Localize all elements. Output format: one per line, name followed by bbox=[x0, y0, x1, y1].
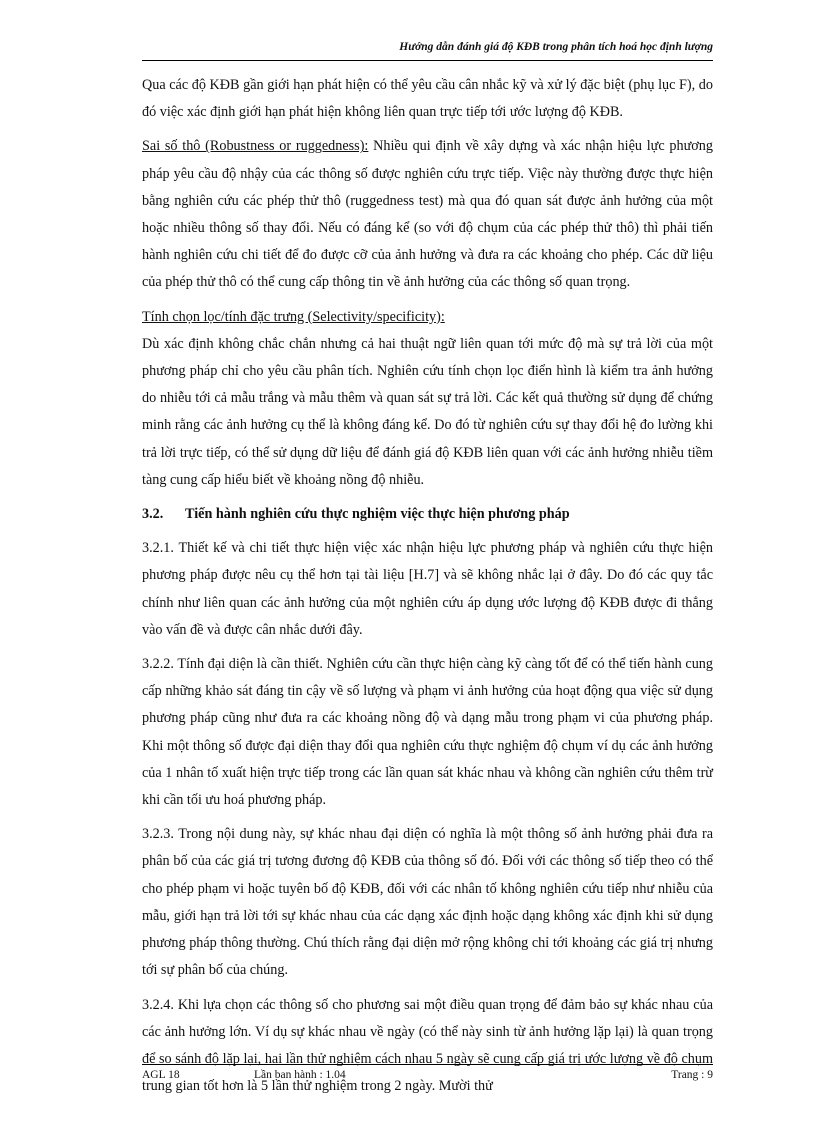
paragraph-3-2-3: 3.2.3. Trong nội dung này, sự khác nhau đại diện có nghĩa là một thông số ảnh hưởng phải đưa ra phân bố của các giá trị tương đương độ KĐB của thông số đó. Đối với các thông số tiếp theo có thể cho phép phạm vi hoặc tuyên bố độ KĐB, đối với các nhân tố không nghiên cứu tiếp như nhiễu của mẫu, giới hạn trả lời tới sự khác nhau của các dạng xác định hoặc dạng không xác định khi sử dụng phương pháp thông thường. Chú thích rằng đại diện mở rộng không chỉ tới khoảng các giá trị nhưng tới sự phân bố của chúng. bbox=[142, 826, 713, 979]
robustness-paragraph bbox=[142, 133, 713, 296]
robustness-text: Nhiều qui định về xây dựng và xác nhận hiệu lực phương pháp yêu cầu độ nhậy của các thông số được nghiên cứu trực tiếp. Việc này thường được thực hiện bằng nghiên cứu các phép thử thô (ruggedness test) mà qua đó quan sát được ảnh hưởng của một hoặc nhiều thông số thay đổi. Nếu có đáng kể (so với độ chụm của các phép thử thô) thì phải tiến hành nghiên cứu chi tiết để đo được cỡ của ảnh hưởng và đưa ra các khoảng cho phép. Các dữ liệu của phép thử thô có thể cung cấp thông tin về ảnh hưởng của các thông số quan trọng. bbox=[142, 138, 713, 291]
section-heading bbox=[142, 501, 713, 528]
selectivity-heading-line bbox=[142, 304, 713, 331]
page-footer bbox=[142, 1064, 713, 1081]
header-title: Hướng dẫn đánh giá độ KĐB trong phân tích hoá học định lượng bbox=[399, 41, 713, 53]
section-title: Tiến hành nghiên cứu thực nghiệm việc thực hiện phương pháp bbox=[185, 506, 570, 523]
paragraph-3-2-2: 3.2.2. Tính đại diện là cần thiết. Nghiên cứu cần thực hiện càng kỹ càng tốt để có thể tiến hành cung cấp những khảo sát đáng tin cậy về số lượng và phạm vi ảnh hưởng của hoạt động qua việc sử dụng phương pháp cũng như đưa ra các khoảng nồng độ và dạng mẫu trong phạm vi của phương pháp. Khi một thông số được đại diện thay đổi qua nghiên cứu thực nghiệm độ chụm ví dụ các ảnh hưởng của 1 nhân tố xuất hiện trực tiếp trong các lần quan sát khác nhau và không cần nghiên cứu thêm trừ khi cần tối ưu hoá phương pháp. bbox=[142, 656, 713, 809]
selectivity-heading: Tính chọn lọc/tính đặc trưng (Selectivity/specificity): bbox=[142, 308, 445, 325]
paragraph-3-2-4: 3.2.4. Khi lựa chọn các thông số cho phương sai một điều quan trọng để đảm bảo sự khác nhau của các ảnh hưởng lớn. Ví dụ sự khác nhau về ngày (có thể này sinh từ ảnh hưởng lặp lại) là quan trọng để so sánh độ lặp lại, hai lần thử nghiệm cách nhau 5 ngày sẽ cung cấp giá trị ước lượng về độ chụm trung gian tốt hơn là 5 lần thử nghiệm trong 2 ngày. Mười thử bbox=[142, 996, 713, 1095]
intro-paragraph: Qua các độ KĐB gần giới hạn phát hiện có thể yêu cầu cân nhắc kỹ và xử lý đặc biệt (phụ lục F), do đó việc xác định giới hạn phát hiện không liên quan trực tiếp tới ước lượng độ KĐB. bbox=[142, 77, 713, 121]
document-body bbox=[142, 72, 713, 1107]
selectivity-paragraph: Dù xác định không chắc chắn nhưng cả hai thuật ngữ liên quan tới mức độ mà sự trả lời của một phương pháp chỉ cho yêu cầu phân tích. Nghiên cứu tính chọn lọc điển hình là kiểm tra ảnh hưởng do nhiễu tới cả mẫu trắng và mẫu thêm và quan sát sự trả lời. Các kết quả thường sử dụng để chứng minh rằng các ảnh hưởng cụ thể là không đáng kể. Do đó từ nghiên cứu sự thay đổi hệ đo lường khi trả lời trực tiếp, có thể sử dụng dữ liệu để đánh giá độ KĐB liên quan với các ảnh hưởng nhiễu tiềm tàng cung cấp hiểu biết về khoảng nồng độ nhiễu. bbox=[142, 335, 713, 488]
issue-number: Lần ban hành : 1.04 bbox=[254, 1069, 346, 1081]
document-code: AGL 18 bbox=[142, 1069, 180, 1081]
paragraph-3-2-1: 3.2.1. Thiết kế và chi tiết thực hiện việc xác nhận hiệu lực phương pháp và nghiên cứu thực hiện phương pháp được nêu cụ thể hơn tại tài liệu [H.7] và sẽ không nhắc lại ở đây. Do đó các quy tắc chính như liên quan các ảnh hưởng của một nghiên cứu áp dụng ước lượng độ KĐB được đi thẳng vào vấn đề và được cân nhắc dưới đây. bbox=[142, 540, 713, 638]
section-number: 3.2. bbox=[142, 506, 164, 523]
footer-left bbox=[142, 1069, 346, 1081]
robustness-heading: Sai số thô (Robustness or ruggedness): bbox=[142, 138, 369, 155]
page-header bbox=[142, 38, 713, 61]
page-number: Trang : 9 bbox=[671, 1069, 713, 1081]
